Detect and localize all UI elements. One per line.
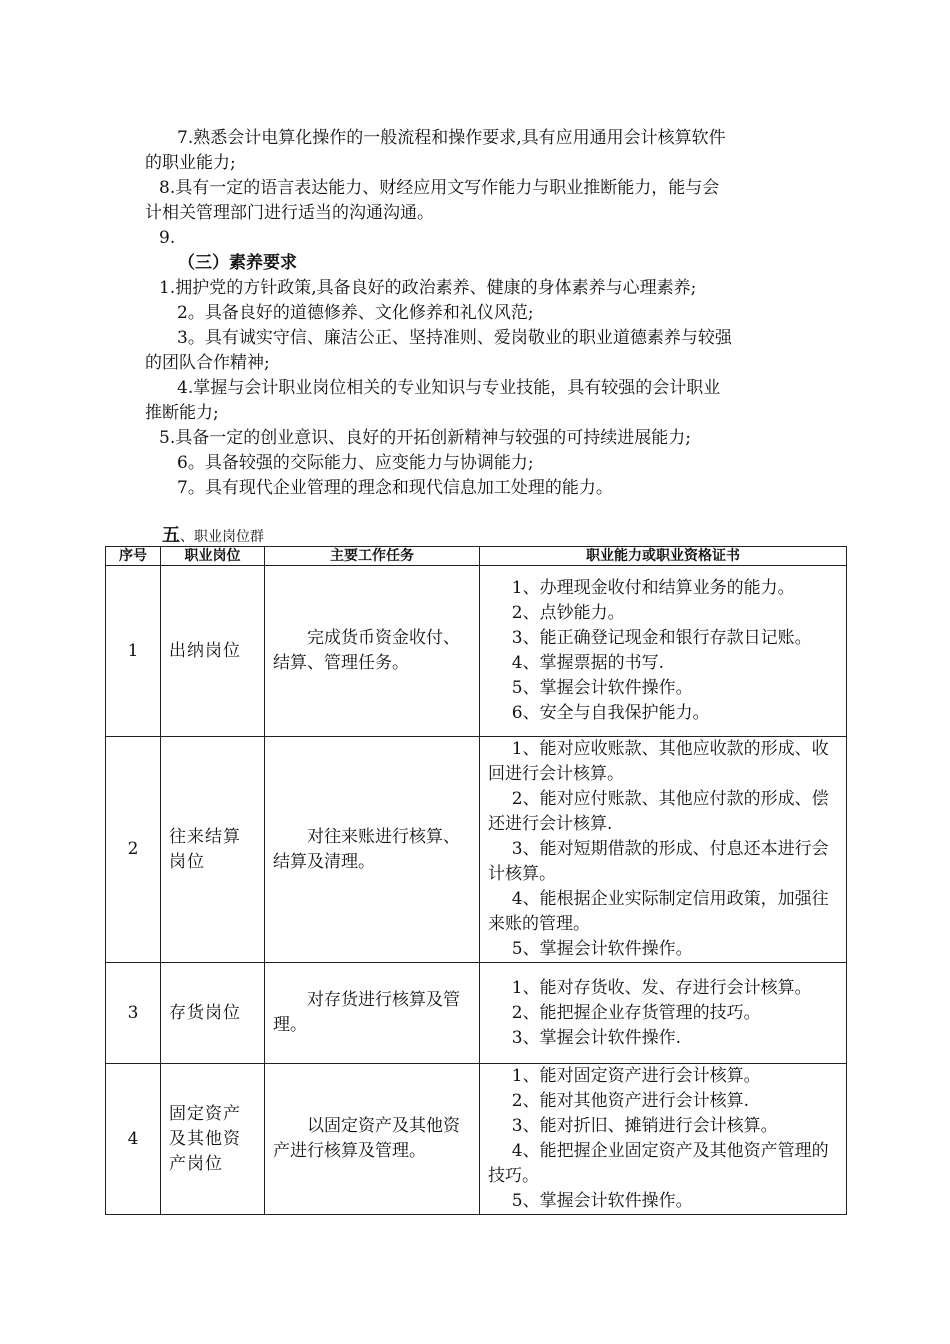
row-number: 1 bbox=[106, 566, 161, 737]
section-title-text: 、职业岗位群 bbox=[180, 529, 264, 545]
ability-item: 4、能把握企业固定资产及其他资产管理的技巧。 bbox=[488, 1141, 829, 1186]
ability-item: 2、能对应付账款、其他应付款的形成、偿还进行会计核算. bbox=[488, 789, 829, 834]
header-ability: 职业能力或职业资格证书 bbox=[480, 547, 847, 566]
table-row bbox=[106, 566, 847, 737]
ability-item: 2、能对其他资产进行会计核算. bbox=[511, 1091, 750, 1111]
ability-item: 3、能对折旧、摊销进行会计核算。 bbox=[511, 1116, 778, 1136]
ability-item: 3、掌握会计软件操作. bbox=[511, 1027, 682, 1048]
ability-item: 5、掌握会计软件操作。 bbox=[511, 678, 693, 698]
ability-item: 1、能对存货收、发、存进行会计核算。 bbox=[511, 977, 812, 998]
row-position: 固定资产及其他资产岗位 bbox=[161, 1064, 265, 1215]
quality-item-4: 4.掌握与会计职业岗位相关的专业知识与专业技能，具有较强的会计职业 bbox=[177, 378, 721, 398]
ability-para-8-cont: 计相关管理部门进行适当的沟通沟通。 bbox=[145, 203, 434, 223]
row-task: 以固定资产及其他资产进行核算及管理。 bbox=[265, 1064, 480, 1215]
section-title bbox=[162, 521, 264, 547]
header-position: 职业岗位 bbox=[161, 547, 265, 566]
row-abilities bbox=[480, 1064, 847, 1215]
section-number: 五 bbox=[162, 525, 180, 546]
quality-item-1: 1.拥护党的方针政策,具备良好的政治素养、健康的身体素养与心理素养; bbox=[159, 278, 697, 298]
ability-para-9: 9. bbox=[159, 228, 176, 248]
row-number: 2 bbox=[106, 737, 161, 963]
row-task: 对存货进行核算及管理。 bbox=[265, 963, 480, 1064]
quality-item-7: 7。具有现代企业管理的理念和现代信息加工处理的能力。 bbox=[177, 478, 613, 498]
row-position: 存货岗位 bbox=[161, 963, 265, 1064]
row-abilities bbox=[480, 963, 847, 1064]
ability-para-7: 7.熟悉会计电算化操作的一般流程和操作要求,具有应用通用会计核算软件 bbox=[177, 128, 726, 148]
quality-item-4-cont: 推断能力; bbox=[145, 403, 219, 423]
row-number: 4 bbox=[106, 1064, 161, 1215]
row-position: 出纳岗位 bbox=[161, 566, 265, 737]
ability-item: 1、办理现金收付和结算业务的能力。 bbox=[511, 578, 795, 598]
table-row bbox=[106, 963, 847, 1064]
ability-item: 2、能把握企业存货管理的技巧。 bbox=[511, 1002, 761, 1023]
ability-item: 3、能正确登记现金和银行存款日记账。 bbox=[511, 628, 812, 648]
quality-item-3: 3。具有诚实守信、廉洁公正、坚持准则、爱岗敬业的职业道德素养与较强 bbox=[177, 328, 732, 348]
quality-item-2: 2。具备良好的道德修养、文化修养和礼仪风范; bbox=[177, 303, 534, 323]
ability-item: 5、掌握会计软件操作。 bbox=[511, 939, 693, 959]
ability-item: 1、能对应收账款、其他应收款的形成、收回进行会计核算。 bbox=[488, 739, 829, 784]
ability-para-8: 8.具有一定的语言表达能力、财经应用文写作能力与职业推断能力，能与会 bbox=[159, 178, 720, 198]
job-positions-table bbox=[105, 546, 847, 1215]
ability-item: 4、掌握票据的书写. bbox=[511, 653, 665, 673]
ability-item: 5、掌握会计软件操作。 bbox=[511, 1191, 693, 1211]
ability-item: 1、能对固定资产进行会计核算。 bbox=[511, 1066, 761, 1086]
row-number: 3 bbox=[106, 963, 161, 1064]
header-task: 主要工作任务 bbox=[265, 547, 480, 566]
row-abilities bbox=[480, 737, 847, 963]
ability-item: 3、能对短期借款的形成、付息还本进行会计核算。 bbox=[488, 839, 829, 884]
ability-item: 6、安全与自我保护能力。 bbox=[511, 703, 710, 723]
ability-item: 2、点钞能力。 bbox=[511, 603, 625, 623]
row-position: 往来结算岗位 bbox=[161, 737, 265, 963]
header-index: 序号 bbox=[106, 547, 161, 566]
ability-para-7-cont: 的职业能力; bbox=[145, 153, 236, 173]
row-abilities bbox=[480, 566, 847, 737]
ability-item: 4、能根据企业实际制定信用政策，加强往来账的管理。 bbox=[488, 889, 829, 934]
row-task: 完成货币资金收付、结算、管理任务。 bbox=[265, 566, 480, 737]
table-row bbox=[106, 737, 847, 963]
quality-item-6: 6。具备较强的交际能力、应变能力与协调能力; bbox=[177, 453, 534, 473]
quality-item-5: 5.具备一定的创业意识、良好的开拓创新精神与较强的可持续进展能力; bbox=[159, 428, 691, 448]
table-row bbox=[106, 1064, 847, 1215]
quality-item-3-cont: 的团队合作精神; bbox=[145, 353, 270, 373]
quality-heading: （三）素养要求 bbox=[178, 253, 297, 273]
row-task: 对往来账进行核算、结算及清理。 bbox=[265, 737, 480, 963]
table-header-row bbox=[106, 547, 847, 566]
